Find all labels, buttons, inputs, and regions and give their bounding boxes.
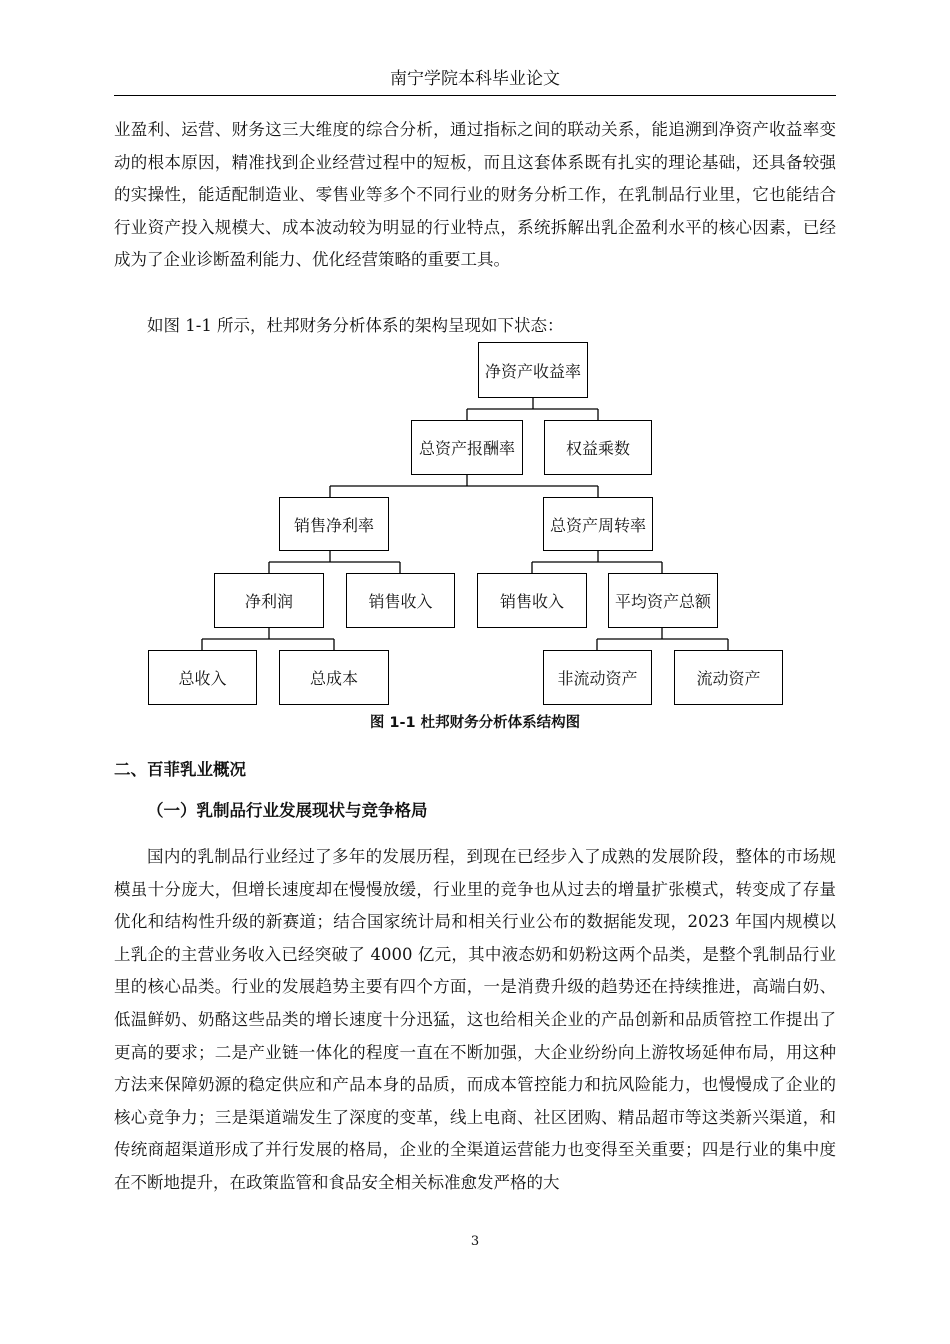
node-sales-revenue-right: 销售收入	[477, 573, 587, 628]
figure-caption: 图 1-1 杜邦财务分析体系结构图	[369, 715, 581, 731]
node-noncurrent-assets: 非流动资产	[543, 650, 652, 705]
node-asset-turnover: 总资产周转率	[543, 497, 653, 551]
node-equity-multiplier: 权益乘数	[544, 420, 652, 475]
node-roe: 净资产收益率	[478, 342, 588, 398]
paragraph-industry-overview: 国内的乳制品行业经过了多年的发展历程，到现在已经步入了成熟的发展阶段，整体的市场规模虽十分庞大，但增长速度却在慢慢放缓，行业里的竞争也从过去的增量扩张模式，转变成了存量优化和结构性升级的新赛道；结合国家统计局和相关行业公布的数据能发现，2023 年国内规模以上乳企的主营业务收入已经突破了 4000 亿元，其中液态奶和奶粉这两个品类，是整个乳制品行业里的核心品类。行业的发展趋势主要有四个方面，一是消费升级的趋势还在持续推进，高端白奶、低温鲜奶、奶酪这些品类的增长速度十分迅猛，这也给相关企业的产品创新和品质管控工作提出了更高的要求；二是产业链一体化的程度一直在不断加强，大企业纷纷向上游牧场延伸布局，用这种方法来保障奶源的稳定供应和产品本身的品质，而成本管控能力和抗风险能力，也慢慢成了企业的核心竞争力；三是渠道端发生了深度的变革，线上电商、社区团购、精品超市等这类新兴渠道，和传统商超渠道形成了并行发展的格局，企业的全渠道运营能力也变得至关重要；四是行业的集中度在不断地提升，在政策监管和食品安全相关标准愈发严格的大	[114, 847, 836, 1192]
page-number: 3	[470, 1234, 480, 1249]
node-current-assets: 流动资产	[674, 650, 783, 705]
node-total-revenue: 总收入	[148, 650, 257, 705]
node-total-cost: 总成本	[279, 650, 389, 705]
node-sales-revenue-left: 销售收入	[346, 573, 455, 628]
node-avg-total-assets: 平均资产总额	[608, 573, 718, 628]
subsection-heading: （一）乳制品行业发展现状与竞争格局	[147, 801, 428, 820]
node-net-margin: 销售净利率	[279, 497, 389, 551]
running-header: 南宁学院本科毕业论文	[390, 69, 560, 89]
paragraph-continued: 业盈利、运营、财务这三大维度的综合分析，通过指标之间的联动关系，能追溯到净资产收益率变动的根本原因，精准找到企业经营过程中的短板，而且这套体系既有扎实的理论基础，还具备较强的实操性，能适配制造业、零售业等多个不同行业的财务分析工作，在乳制品行业里，它也能结合行业资产投入规模大、成本波动较为明显的行业特点，系统拆解出乳企盈利水平的核心因素，已经成为了企业诊断盈利能力、优化经营策略的重要工具。	[114, 120, 836, 270]
node-net-profit: 净利润	[214, 573, 324, 628]
node-roa: 总资产报酬率	[411, 420, 523, 475]
header-rule	[114, 95, 836, 96]
paragraph-figure-intro: 如图 1-1 所示，杜邦财务分析体系的架构呈现如下状态：	[147, 316, 564, 335]
section-heading: 二、百菲乳业概况	[114, 760, 246, 779]
